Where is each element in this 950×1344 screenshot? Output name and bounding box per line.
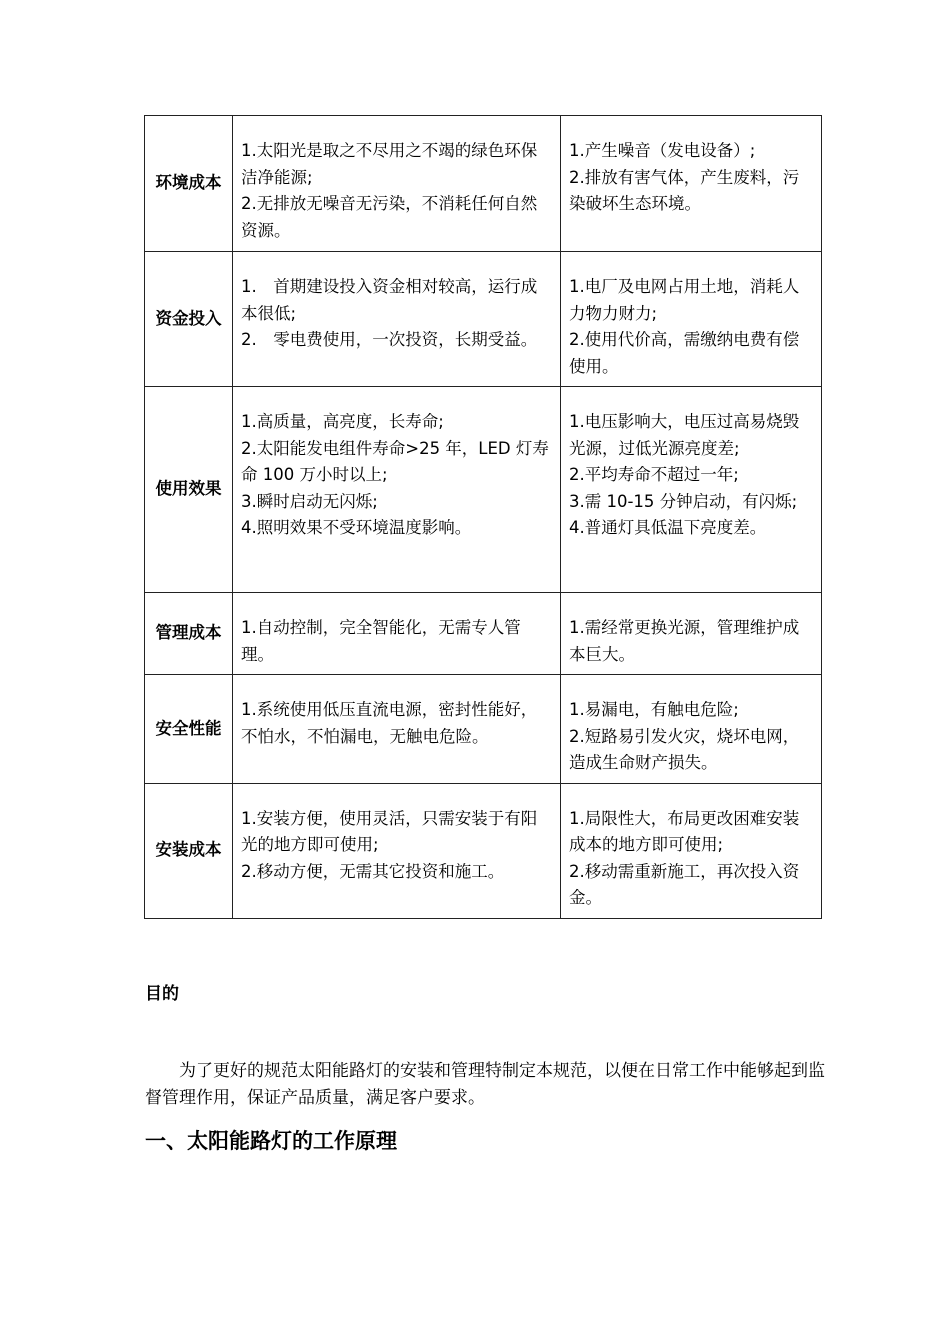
solar-cell <box>233 116 561 252</box>
cell-item: 1.自动控制，完全智能化，无需专人管理。 <box>241 618 521 664</box>
cell-item: 3.瞬时启动无闪烁; <box>241 491 378 511</box>
cell-item: 4.照明效果不受环境温度影响。 <box>241 518 472 537</box>
cell-item: 1. 首期建设投入资金相对较高，运行成本很低; <box>241 277 538 323</box>
cell-item: 3.需 10-15 分钟启动，有闪烁; <box>569 491 798 511</box>
grid-cell <box>561 387 822 593</box>
row-label: 管理成本 <box>145 593 233 675</box>
cell-item: 2.太阳能发电组件寿命>25 年，LED 灯寿命 100 万小时以上; <box>241 438 549 484</box>
table-row <box>145 116 822 252</box>
grid-cell <box>561 593 822 675</box>
cell-item: 1.产生噪音（发电设备）; <box>569 141 756 160</box>
cell-item: 2.使用代价高，需缴纳电费有偿使用。 <box>569 330 800 376</box>
cell-item: 2.无排放无噪音无污染，不消耗任何自然资源。 <box>241 194 538 240</box>
grid-cell <box>561 675 822 784</box>
row-label: 环境成本 <box>145 116 233 252</box>
table-row <box>145 252 822 387</box>
comparison-table <box>144 115 822 919</box>
solar-cell <box>233 593 561 675</box>
cell-item: 1.需经常更换光源，管理维护成本巨大。 <box>569 618 800 664</box>
table-row <box>145 675 822 784</box>
cell-item: 1.电厂及电网占用土地，消耗人力物力财力; <box>569 277 800 323</box>
solar-cell <box>233 783 561 918</box>
cell-item: 2.移动需重新施工，再次投入资金。 <box>569 861 800 907</box>
cell-item: 1.局限性大，布局更改困难安装成本的地方即可使用; <box>569 808 800 854</box>
row-label: 使用效果 <box>145 387 233 593</box>
table-row <box>145 387 822 593</box>
cell-item: 1.高质量，高亮度，长寿命; <box>241 412 444 431</box>
row-label: 安全性能 <box>145 675 233 784</box>
cell-item: 2. 零电费使用，一次投资，长期受益。 <box>241 330 538 349</box>
cell-item: 2.平均寿命不超过一年; <box>569 465 739 484</box>
section-heading: 一、太阳能路灯的工作原理 <box>145 1128 397 1153</box>
grid-cell <box>561 116 822 252</box>
solar-cell <box>233 675 561 784</box>
purpose-heading: 目的 <box>145 984 179 1004</box>
grid-cell <box>561 783 822 918</box>
cell-item: 1.太阳光是取之不尽用之不竭的绿色环保洁净能源; <box>241 141 538 187</box>
cell-item: 2.移动方便，无需其它投资和施工。 <box>241 861 505 881</box>
cell-item: 4.普通灯具低温下亮度差。 <box>569 518 767 537</box>
solar-cell <box>233 387 561 593</box>
purpose-paragraph: 为了更好的规范太阳能路灯的安装和管理特制定本规范，以便在日常工作中能够起到监督管理作用，保证产品质量，满足客户要求。 <box>145 1061 825 1108</box>
comparison-table-body <box>145 116 822 919</box>
table-row <box>145 593 822 675</box>
cell-item: 1.电压影响大，电压过高易烧毁光源，过低光源亮度差; <box>569 412 800 458</box>
cell-item: 2.短路易引发火灾，烧坏电网，造成生命财产损失。 <box>569 726 800 772</box>
table-row <box>145 783 822 918</box>
grid-cell <box>561 252 822 387</box>
cell-item: 1.系统使用低压直流电源，密封性能好，不怕水，不怕漏电，无触电危险。 <box>241 700 538 746</box>
cell-item: 2.排放有害气体，产生废料，污染破坏生态环境。 <box>569 167 800 213</box>
solar-cell <box>233 252 561 387</box>
row-label: 安装成本 <box>145 783 233 918</box>
cell-item: 1.安装方便，使用灵活，只需安装于有阳光的地方即可使用; <box>241 808 538 854</box>
cell-item: 1.易漏电，有触电危险; <box>569 700 739 719</box>
row-label: 资金投入 <box>145 252 233 387</box>
